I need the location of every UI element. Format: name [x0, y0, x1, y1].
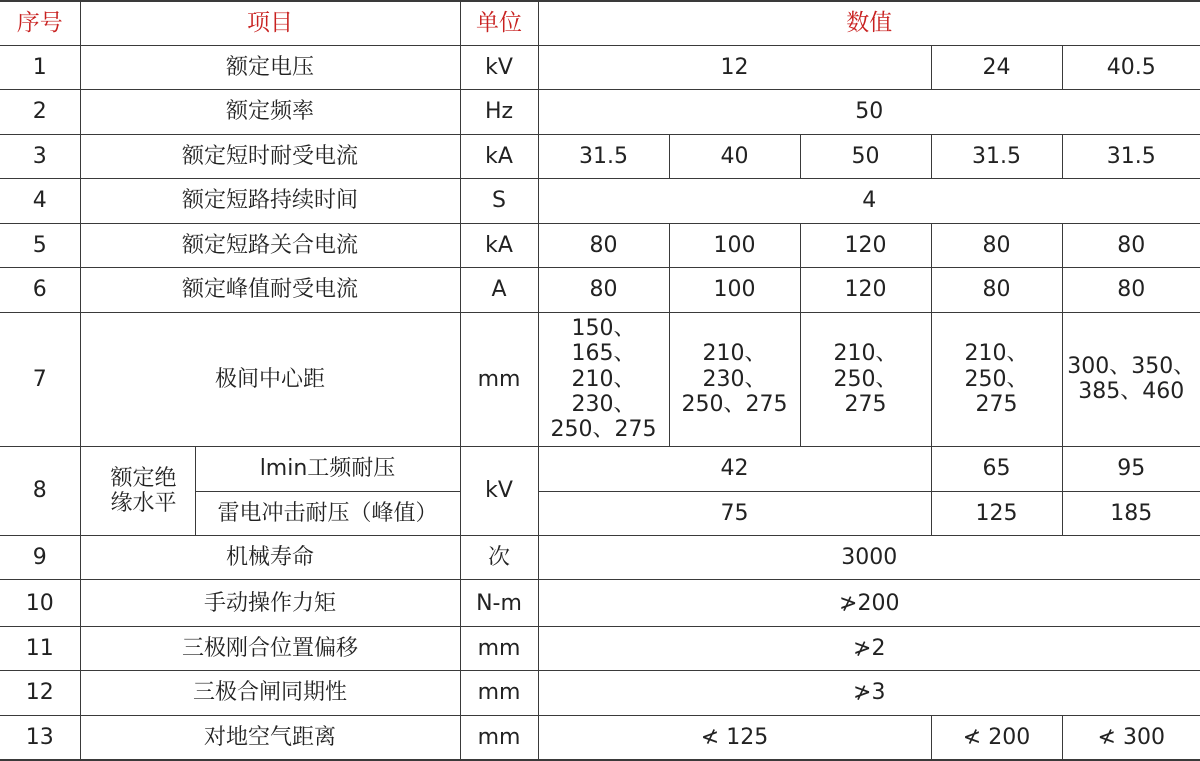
row-value: 50 [538, 90, 1200, 134]
row-value: 40.5 [1062, 45, 1200, 89]
row-no: 8 [0, 447, 80, 536]
row-unit: S [460, 179, 538, 223]
row-no: 13 [0, 715, 80, 760]
row-no: 4 [0, 179, 80, 223]
row-no: 7 [0, 312, 80, 446]
row-unit: Hz [460, 90, 538, 134]
row-item: 三极刚合位置偏移 [80, 626, 460, 670]
row-no: 6 [0, 268, 80, 312]
row-item: 额定短时耐受电流 [80, 134, 460, 178]
row-value: 4 [538, 179, 1200, 223]
row-value: 300、350、 385、460 [1062, 312, 1200, 446]
row-value: 80 [1062, 268, 1200, 312]
table-row [0, 671, 1200, 715]
table-row [0, 626, 1200, 670]
row-unit: kV [460, 447, 538, 536]
table-row [0, 223, 1200, 267]
row-no: 11 [0, 626, 80, 670]
row-unit: mm [460, 671, 538, 715]
row-value: 12 [538, 45, 931, 89]
row-value: 125 [931, 491, 1062, 535]
header-value: 数值 [538, 1, 1200, 45]
row-unit: mm [460, 715, 538, 760]
row-item: 额定峰值耐受电流 [80, 268, 460, 312]
row-value: 24 [931, 45, 1062, 89]
header-item: 项目 [80, 1, 460, 45]
row-item: 额定频率 [80, 90, 460, 134]
row-value: 40 [669, 134, 800, 178]
row-value: 50 [800, 134, 931, 178]
row-item-group: 额定绝 缘水平 [80, 447, 195, 536]
row-value: ≮ 300 [1062, 715, 1200, 760]
row-value: 80 [538, 268, 669, 312]
row-value: 80 [931, 223, 1062, 267]
row-value: 75 [538, 491, 931, 535]
header-row [0, 1, 1200, 45]
table-row [0, 179, 1200, 223]
table-row [0, 45, 1200, 89]
row-value: 31.5 [1062, 134, 1200, 178]
row-value: ≯3 [538, 671, 1200, 715]
table-row [0, 535, 1200, 579]
row-no: 9 [0, 535, 80, 579]
row-value: 185 [1062, 491, 1200, 535]
row-value: 210、 250、 275 [800, 312, 931, 446]
row-value: 150、165、 210、230、 250、275 [538, 312, 669, 446]
row-subitem: lmin工频耐压 [195, 447, 460, 491]
row-item: 额定电压 [80, 45, 460, 89]
table-row [0, 90, 1200, 134]
row-unit: A [460, 268, 538, 312]
row-unit: kA [460, 134, 538, 178]
table-row [0, 268, 1200, 312]
row-value: ≮ 125 [538, 715, 931, 760]
row-value: 120 [800, 223, 931, 267]
header-no: 序号 [0, 1, 80, 45]
table-row [0, 447, 1200, 491]
row-unit: N-m [460, 580, 538, 626]
row-unit: kV [460, 45, 538, 89]
row-value: ≯2 [538, 626, 1200, 670]
row-value: 65 [931, 447, 1062, 491]
row-unit: mm [460, 626, 538, 670]
row-value: 80 [538, 223, 669, 267]
row-value: ≯200 [538, 580, 1200, 626]
table-row [0, 312, 1200, 446]
row-value: 210、230、 250、275 [669, 312, 800, 446]
row-value: 120 [800, 268, 931, 312]
row-value: 100 [669, 268, 800, 312]
row-value: 80 [931, 268, 1062, 312]
row-value: 31.5 [931, 134, 1062, 178]
table-row [0, 580, 1200, 626]
row-no: 3 [0, 134, 80, 178]
row-value: 42 [538, 447, 931, 491]
row-unit: 次 [460, 535, 538, 579]
row-no: 5 [0, 223, 80, 267]
row-value: 3000 [538, 535, 1200, 579]
row-value: 210、 250、 275 [931, 312, 1062, 446]
row-item: 对地空气距离 [80, 715, 460, 760]
row-item: 额定短路持续时间 [80, 179, 460, 223]
row-item: 极间中心距 [80, 312, 460, 446]
row-value: 100 [669, 223, 800, 267]
header-unit: 单位 [460, 1, 538, 45]
table-row [0, 134, 1200, 178]
row-subitem: 雷电冲击耐压（峰值） [195, 491, 460, 535]
row-item: 额定短路关合电流 [80, 223, 460, 267]
row-unit: kA [460, 223, 538, 267]
row-no: 1 [0, 45, 80, 89]
row-value: ≮ 200 [931, 715, 1062, 760]
row-item: 手动操作力矩 [80, 580, 460, 626]
table-row [0, 715, 1200, 760]
row-value: 31.5 [538, 134, 669, 178]
row-no: 2 [0, 90, 80, 134]
row-value: 80 [1062, 223, 1200, 267]
row-item: 三极合闸同期性 [80, 671, 460, 715]
row-value: 95 [1062, 447, 1200, 491]
row-no: 12 [0, 671, 80, 715]
row-unit: mm [460, 312, 538, 446]
row-no: 10 [0, 580, 80, 626]
row-item: 机械寿命 [80, 535, 460, 579]
